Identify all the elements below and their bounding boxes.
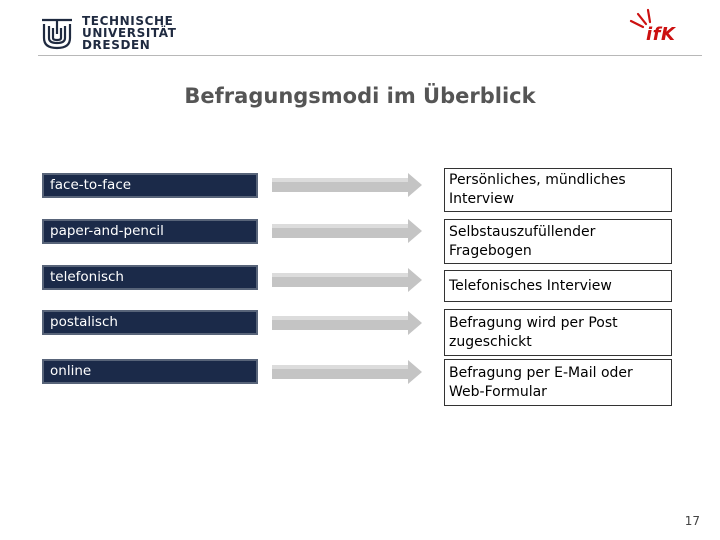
page-number: 17 [684,514,700,528]
tu-dresden-emblem-icon [38,14,76,52]
mode-box-face-to-face: face-to-face [42,173,258,198]
ifk-logo [628,8,694,46]
arrow-icon [272,217,424,245]
ifk-logo-text: ifK [646,24,676,45]
mode-box-telefonisch: telefonisch [42,265,258,290]
arrow-icon [272,266,424,294]
description-box-paper-and-pencil: Selbstauszufüllender Fragebogen [444,219,672,264]
description-box-telefonisch: Telefonisches Interview [444,270,672,302]
mode-box-online: online [42,359,258,384]
arrow-icon [272,358,424,386]
tu-dresden-logo [38,12,188,54]
university-name-line-1: TECHNISCHE [82,14,174,28]
arrow-icon [272,171,424,199]
description-box-face-to-face: Persönliches, mündliches Interview [444,168,672,212]
description-box-postalisch: Befragung wird per Post zugeschickt [444,309,672,356]
university-name [82,15,176,51]
university-name-line-2: UNIVERSITÄT [82,26,177,40]
mode-box-postalisch: postalisch [42,310,258,335]
mode-box-paper-and-pencil: paper-and-pencil [42,219,258,244]
description-box-online: Befragung per E-Mail oder Web-Formular [444,359,672,406]
university-name-line-3: DRESDEN [82,38,151,52]
arrow-icon [272,309,424,337]
slide-header [0,0,720,58]
slide-title: Befragungsmodi im Überblick [184,84,536,108]
header-divider [38,55,702,56]
